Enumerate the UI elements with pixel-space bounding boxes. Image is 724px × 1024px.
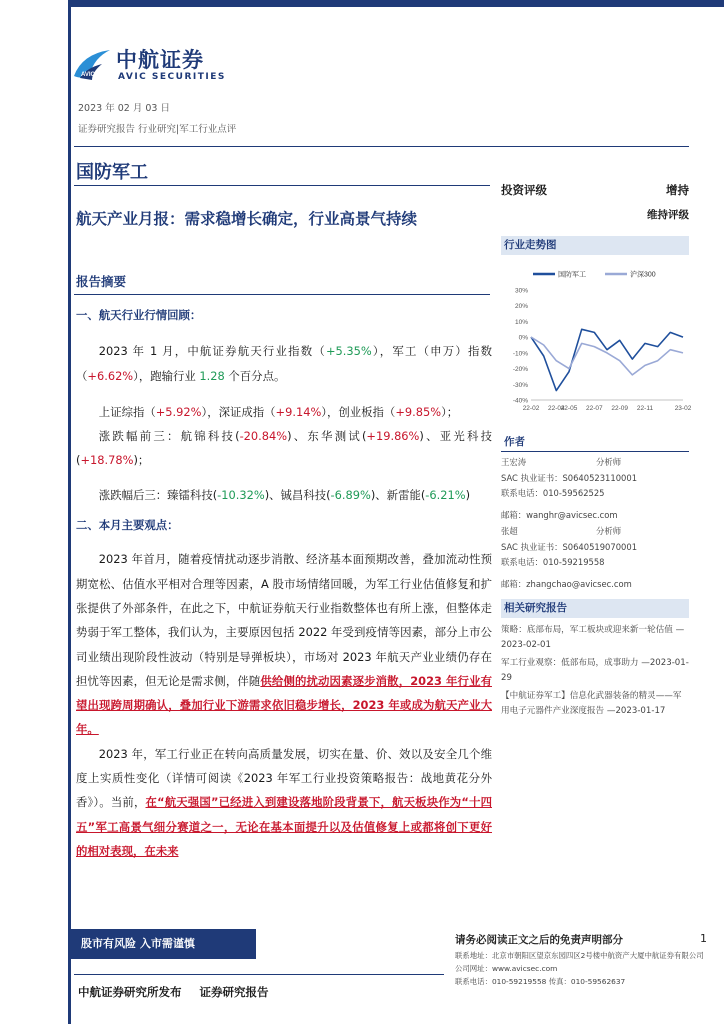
author-name-row: 王宏涛 分析师 [501,457,622,467]
author-block-2: 张超 分析师 SAC 执业证书：S0640519070001 联系电话：010-59219558 邮箱：zhangchao@avicsec.com [501,524,691,592]
y-tick-label: 30% [514,287,528,295]
related-heading: 相关研究报告 [501,599,689,618]
abstract-divider [74,294,490,295]
y-tick-label: -30% [512,381,528,389]
y-tick-label: 0% [518,334,528,342]
report-title: 航天产业月报：需求稳增长确定，行业高景气持续 [76,210,418,228]
author-block-1: 王宏涛 分析师 SAC 执业证书：S0640523110001 联系电话：010-59562525 邮箱：wanghr@avicsec.com [501,455,691,523]
related-item[interactable]: 【中航证券军工】信息化武器装备的精灵——军用电子元器件产业深度报告 —2023-01-17 [501,691,682,716]
sector-divider [74,185,490,186]
y-tick-label: -20% [512,366,528,374]
y-tick-label: 10% [514,318,528,326]
x-tick-label: 22-09 [611,405,628,412]
author-email[interactable]: 邮箱：wanghr@avicsec.com [501,509,618,520]
legend-label: 沪深300 [630,271,656,279]
paragraph-outlook: 2023 年首月，随着疫情扰动逐步消散、经济基本面预期改善，叠加流动性预期宽松、估值水平相对合理等因素，A 股市场情绪回暖，为军工行业估值修复和扩张提供了外部条件，在此之下，中航证券航天行业指数整体也有所上涨，但整体走势弱于军工整体，我们认为，主要原因包括 2022 年受到疫情等因素，部分上市公司业绩出现阶段性波动（特别是导弹板块），市场对 2023 年航天产业业绩仍存在担忧等因素，但无论是需求侧，伴随供给侧的扰动因素逐步消散，2023 年行业有望出现跨周期确认，叠加行业下游需求依旧稳步增长，2023 年或成为航天产业大年。 [76,552,492,737]
trend-heading: 行业走势图 [501,236,689,255]
paragraph-index-review: 2023 年 1 月，中航证券航天行业指数（+5.35%），军工（申万）指数（+6.62%），跑输行业 1.28 个百分点。 [76,344,492,383]
contact-phone: 联系电话：010-59219558 传真：010-59562637 [455,977,626,986]
footer-publisher: 中航证券研究所发布 证券研究报告 [78,985,269,999]
trend-chart-svg [501,262,692,426]
section-heading-1: 一、航天行业行情回顾： [76,308,202,322]
rating-row [501,182,689,198]
logo-text-en: AVIC SECURITIES [118,72,226,82]
contact-website[interactable]: 公司网址：www.avicsec.com [455,964,558,973]
series-line-0 [531,329,683,390]
paragraph-quality-development: 2023 年，军工行业正在转向高质量发展，切实在量、价、效以及安全几个维度上实质性变化（详情可阅读《2023 年军工行业投资策略报告：战地黄花分外香》）。当前，在“航天强国”已经进入到建设落地阶段背景下，航天板块作为“十四五”军工高景气细分赛道之一，无论在基本面提升以及估值修复上或都将创下更好的相对表现，在未来 [76,746,492,858]
header-divider [74,146,689,147]
related-item[interactable]: 策略：底部布局，军工板块或迎来新一轮估值 —2023-02-01 [501,625,685,650]
disclaimer-note: 请务必阅读正文之后的免责声明部分 [455,934,623,946]
author-email[interactable]: 邮箱：zhangchao@avicsec.com [501,578,632,589]
avic-logo-icon [72,46,112,86]
left-border [68,0,71,1024]
contact-address: 联系地址：北京市朝阳区望京东园四区2号楼中航资产大厦中航证券有限公司 [455,951,704,960]
top-strip [68,0,724,7]
sector-title: 国防军工 [76,162,148,183]
industry-trend-chart [501,262,692,426]
legend-label: 国防军工 [558,271,586,279]
x-tick-label: 22-05 [560,405,578,412]
paragraph-top-losers: 涨跌幅后三：臻镭科技(-10.32%)、铖昌科技(-6.89%)、新雷能(-6.21%) [98,487,471,502]
footer-divider [74,974,444,975]
y-tick-label: -40% [512,397,528,405]
related-item[interactable]: 军工行业观察：低部布局，成事助力 —2023-01-29 [501,658,689,683]
company-logo [72,44,237,90]
rating-value: 增持 [666,183,689,197]
logo-mark-text: AVIC [81,72,95,78]
breadcrumb: 证券研究报告 行业研究|军工行业点评 [78,124,237,135]
page-number: 1 [700,932,707,945]
x-tick-label: 23-02 [674,405,692,412]
author-name-row: 张超 分析师 [501,526,622,536]
rating-label: 投资评级 [501,183,547,197]
rating-sub: 维持评级 [647,209,689,221]
paragraph-top-gainers: 涨跌幅前三：航锦科技(-20.84%)、东华测试(+19.86%)、亚光科技(+18.78%)； [76,429,492,468]
y-tick-label: -10% [512,350,528,358]
paragraph-market-indices: 上证综指（+5.92%），深证成指（+9.14%），创业板指（+9.85%）； [98,404,459,419]
report-date: 2023 年 02 月 03 日 [78,103,170,114]
report-body [76,303,492,863]
x-tick-label: 22-07 [586,405,603,412]
y-tick-label: 20% [514,303,528,311]
authors-heading: 作者 [501,433,689,452]
section-heading-2: 二、本月主要观点： [76,518,179,533]
x-tick-label: 22-04 [548,405,565,412]
risk-warning-banner: 股市有风险 入市需谨慎 [69,929,256,959]
x-tick-label: 22-02 [522,405,540,412]
logo-text-cn: 中航证券 [116,48,204,72]
abstract-heading: 报告摘要 [76,274,127,289]
x-tick-label: 22-11 [636,405,654,412]
